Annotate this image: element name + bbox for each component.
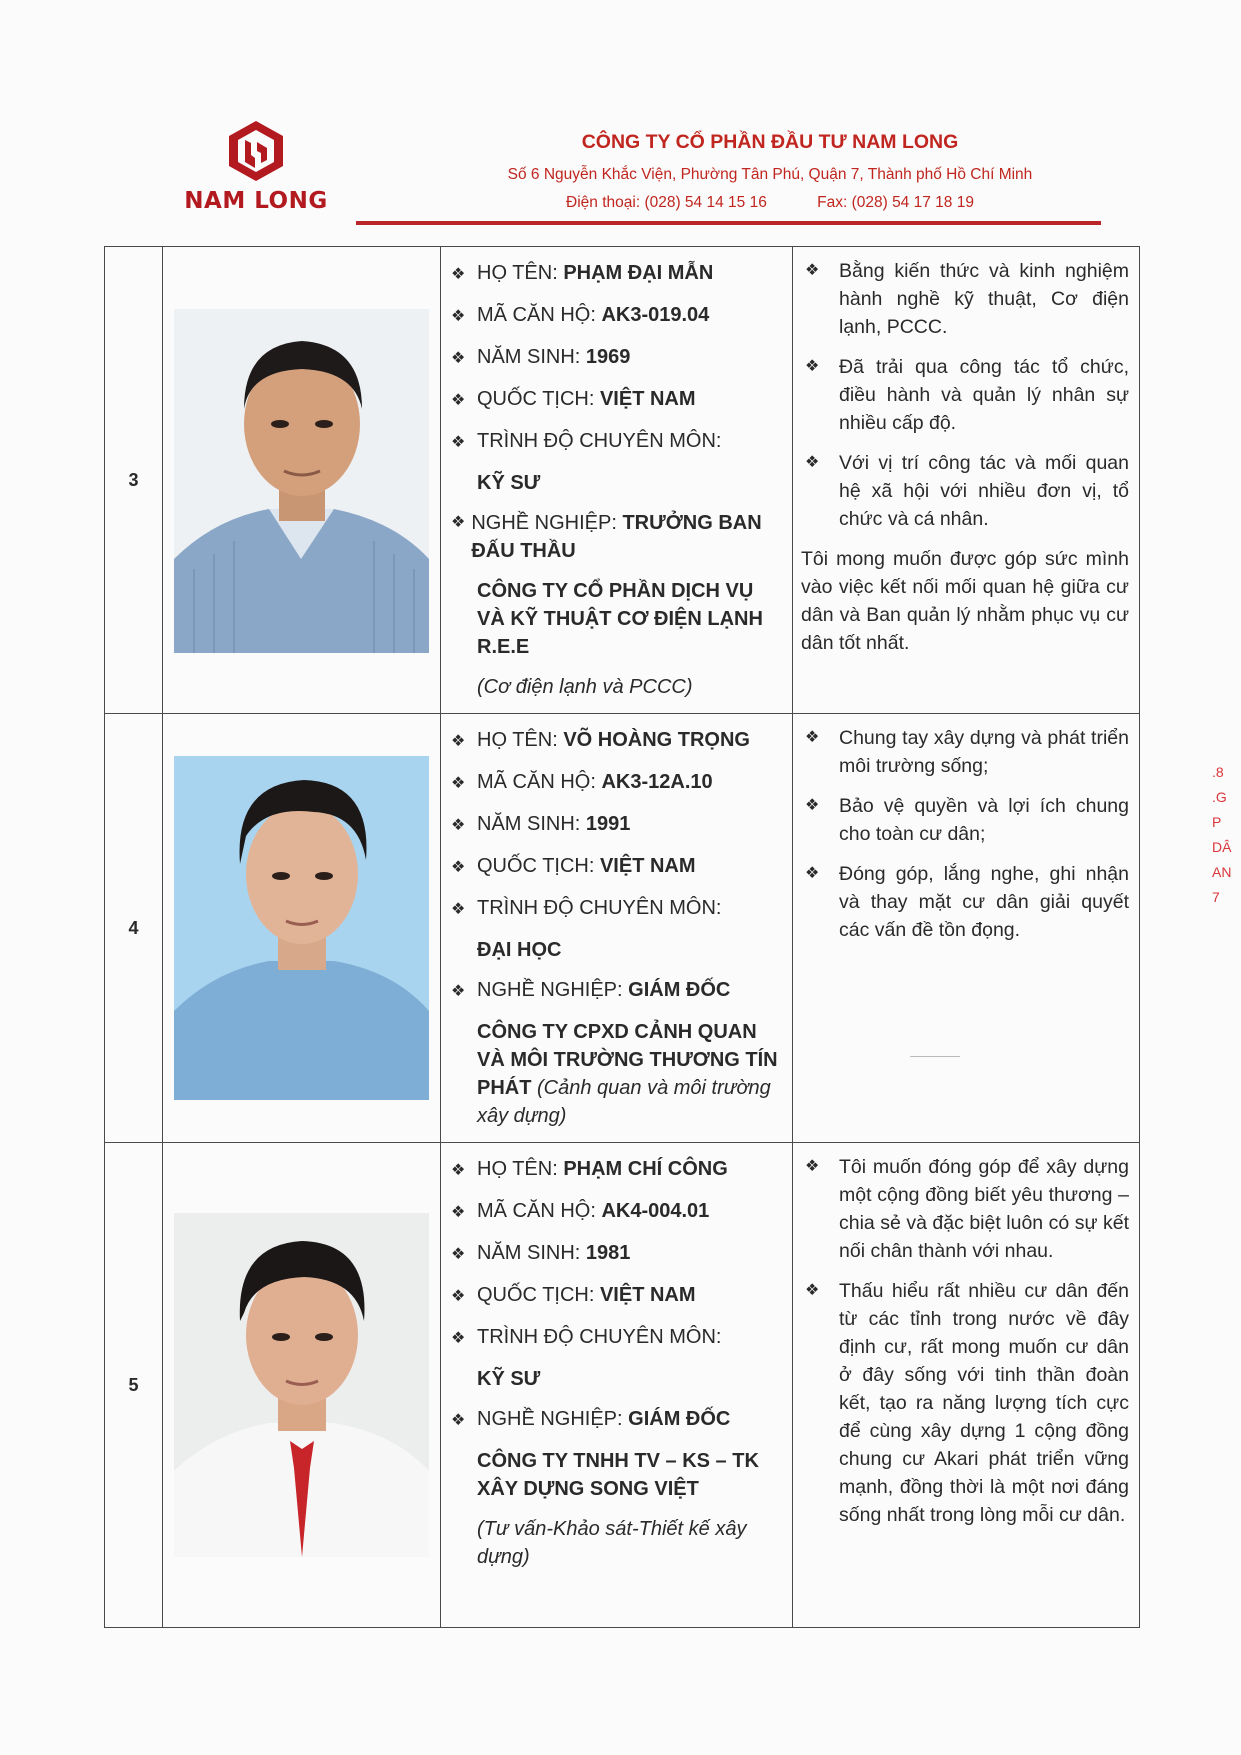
education-value: KỸ SƯ — [477, 1368, 541, 1390]
job-title: GIÁM ĐỐC — [628, 1408, 731, 1430]
diamond-bullet-icon: ❖ — [805, 358, 820, 375]
field-of-work: (Cảnh quan và môi trường xây dựng) — [477, 1077, 771, 1127]
photo-cell — [163, 1143, 441, 1628]
info-cell — [441, 714, 793, 1143]
education-value: ĐẠI HỌC — [477, 939, 562, 961]
candidate-name: PHẠM ĐẠI MẪN — [563, 262, 714, 284]
diamond-bullet-icon: ❖ — [451, 1330, 466, 1347]
diamond-bullet-icon: ❖ — [451, 350, 466, 367]
unit-label: MÃ CĂN HỘ: — [477, 304, 602, 326]
diamond-bullet-icon: ❖ — [451, 1204, 466, 1221]
candidate-photo — [174, 1213, 429, 1557]
diamond-bullet-icon: ❖ — [451, 901, 466, 918]
candidate-name: PHẠM CHÍ CÔNG — [563, 1158, 728, 1180]
diamond-bullet-icon: ❖ — [451, 434, 466, 451]
birth-label: NĂM SINH: — [477, 346, 586, 368]
company-address: Số 6 Nguyễn Khắc Viện, Phường Tân Phú, Quận 7, Thành phố Hồ Chí Minh — [507, 166, 1033, 183]
diamond-bullet-icon: ❖ — [451, 983, 466, 1000]
apartment-code: AK4-004.01 — [601, 1200, 710, 1222]
job-label: NGHỀ NGHIỆP: — [477, 1408, 629, 1430]
diamond-bullet-icon: ❖ — [451, 859, 466, 876]
goals-cell — [793, 247, 1140, 714]
birth-label: NĂM SINH: — [477, 1242, 586, 1264]
goal-item: ❖ Chung tay xây dựng và phát triển môi trường sống; — [801, 724, 1129, 780]
diamond-bullet-icon: ❖ — [451, 817, 466, 834]
job-title: GIÁM ĐỐC — [628, 979, 731, 1001]
education-label: TRÌNH ĐỘ CHUYÊN MÔN: — [477, 897, 722, 919]
diamond-bullet-icon: ❖ — [805, 262, 820, 279]
person-portrait-icon — [174, 309, 429, 653]
diamond-bullet-icon: ❖ — [451, 775, 466, 792]
nam-long-logo-icon — [223, 118, 289, 184]
unit-label: MÃ CĂN HỘ: — [477, 771, 602, 793]
nationality: VIỆT NAM — [599, 388, 696, 410]
nationality: VIỆT NAM — [599, 855, 696, 877]
education-value: KỸ SƯ — [477, 472, 541, 494]
diamond-bullet-icon: ❖ — [451, 1246, 466, 1263]
diamond-bullet-icon: ❖ — [805, 1282, 820, 1299]
job-label: NGHỀ NGHIỆP: — [471, 512, 623, 534]
goal-item: ❖ Đã trải qua công tác tổ chức, điều hành và quản lý nhân sự nhiều cấp độ. — [801, 353, 1129, 437]
education-label: TRÌNH ĐỘ CHUYÊN MÔN: — [477, 430, 722, 452]
diamond-bullet-icon: ❖ — [805, 454, 820, 471]
goal-item: ❖ Với vị trí công tác và mối quan hệ xã hội với nhiều đơn vị, tổ chức và cá nhân. — [801, 449, 1129, 533]
nationality-label: QUỐC TỊCH: — [477, 855, 600, 877]
diamond-bullet-icon: ❖ — [451, 1288, 466, 1305]
birth-year: 1981 — [585, 1242, 631, 1264]
name-label: HỌ TÊN: — [477, 262, 564, 284]
company-fax: Fax: (028) 54 17 18 19 — [817, 194, 974, 211]
header-divider — [356, 221, 1101, 225]
birth-year: 1991 — [585, 813, 631, 835]
person-portrait-icon — [174, 756, 429, 1100]
goal-item: ❖ Bảo vệ quyền và lợi ích chung cho toàn cư dân; — [801, 792, 1129, 848]
diamond-bullet-icon: ❖ — [451, 266, 466, 283]
birth-label: NĂM SINH: — [477, 813, 586, 835]
diamond-bullet-icon: ❖ — [805, 797, 820, 814]
company-phone: Điện thoại: (028) 54 14 15 16 — [566, 194, 767, 211]
goal-item: ❖ Thấu hiểu rất nhiều cư dân đến từ các tỉnh trong nước về đây định cư, rất mong muốn cư dân ở đây sống với tinh thần đoàn kết, tạo ra năng lượng tích cực để cùng xây dựng 1 cộng đồng chung cư Akari phát triển vững mạnh, đồng thời là một nơi đáng sống nhất trong lòng mỗi cư dân. — [801, 1277, 1129, 1529]
photo-cell — [163, 247, 441, 714]
table-row — [105, 1143, 1140, 1628]
birth-year: 1969 — [585, 346, 631, 368]
goals-cell — [793, 1143, 1140, 1628]
education-label: TRÌNH ĐỘ CHUYÊN MÔN: — [477, 1326, 722, 1348]
goal-item: ❖ Bằng kiến thức và kinh nghiệm hành nghề kỹ thuật, Cơ điện lạnh, PCCC. — [801, 257, 1129, 341]
diamond-bullet-icon: ❖ — [451, 514, 466, 531]
employer: CÔNG TY CPXD CẢNH QUAN VÀ MÔI TRƯỜNG THƯƠNG TÍN PHÁT (Cảnh quan và môi trường xây dựng) — [477, 1021, 778, 1127]
company-logo — [166, 118, 346, 214]
name-label: HỌ TÊN: — [477, 1158, 564, 1180]
diamond-bullet-icon: ❖ — [451, 392, 466, 409]
nationality-label: QUỐC TỊCH: — [477, 388, 600, 410]
diamond-bullet-icon: ❖ — [805, 729, 820, 746]
logo-text: NAM LONG — [184, 188, 328, 214]
candidate-photo — [174, 756, 429, 1100]
goal-item: ❖ Đóng góp, lắng nghe, ghi nhận và thay mặt cư dân giải quyết các vấn đề tồn đọng. — [801, 860, 1129, 944]
diamond-bullet-icon: ❖ — [805, 865, 820, 882]
company-name: CÔNG TY CỔ PHẦN ĐẦU TƯ NAM LONG — [581, 131, 959, 153]
apartment-code: AK3-019.04 — [601, 304, 710, 326]
table-row — [105, 247, 1140, 714]
row-number: 3 — [105, 247, 163, 714]
employer: CÔNG TY CỔ PHẦN DỊCH VỤ VÀ KỸ THUẬT CƠ ĐIỆN LẠNH R.E.E — [477, 580, 763, 658]
person-portrait-icon — [174, 1213, 429, 1557]
field-of-work: (Tư vấn-Khảo sát-Thiết kế xây dựng) — [477, 1518, 747, 1568]
table-row — [105, 714, 1140, 1143]
diamond-bullet-icon: ❖ — [451, 733, 466, 750]
employer: CÔNG TY TNHH TV – KS – TK XÂY DỰNG SONG VIỆT — [477, 1450, 759, 1500]
scan-mark — [910, 1056, 960, 1057]
nationality: VIỆT NAM — [599, 1284, 696, 1306]
nationality-label: QUỐC TỊCH: — [477, 1284, 600, 1306]
info-cell — [441, 1143, 793, 1628]
diamond-bullet-icon: ❖ — [451, 1412, 466, 1429]
row-number: 4 — [105, 714, 163, 1143]
goals-cell — [793, 714, 1140, 1143]
apartment-code: AK3-12A.10 — [601, 771, 713, 793]
goal-item: ❖ Tôi muốn đóng góp để xây dựng một cộng đồng biết yêu thương – chia sẻ và đặc biệt luôn có sự kết nối chân thành với nhau. — [801, 1153, 1129, 1265]
unit-label: MÃ CĂN HỘ: — [477, 1200, 602, 1222]
official-stamp-fragment: .8 .G P DÂ AN 7 — [1212, 764, 1232, 905]
field-of-work: (Cơ điện lạnh và PCCC) — [477, 676, 693, 698]
diamond-bullet-icon: ❖ — [451, 1162, 466, 1179]
company-contact — [400, 194, 1140, 212]
candidate-table — [104, 246, 1140, 1628]
candidate-photo — [174, 309, 429, 653]
photo-cell — [163, 714, 441, 1143]
diamond-bullet-icon: ❖ — [805, 1158, 820, 1175]
diamond-bullet-icon: ❖ — [451, 308, 466, 325]
candidate-name: VÕ HOÀNG TRỌNG — [563, 729, 750, 751]
row-number: 5 — [105, 1143, 163, 1628]
candidate-statement: Tôi mong muốn được góp sức mình vào việc kết nối mối quan hệ giữa cư dân và Ban quản lý nhằm phục vụ cư dân tốt nhất. — [801, 548, 1129, 654]
info-cell — [441, 247, 793, 714]
job-title: TRƯỞNG BAN ĐẤU THẦU — [471, 512, 762, 562]
job-label: NGHỀ NGHIỆP: — [477, 979, 629, 1001]
name-label: HỌ TÊN: — [477, 729, 564, 751]
